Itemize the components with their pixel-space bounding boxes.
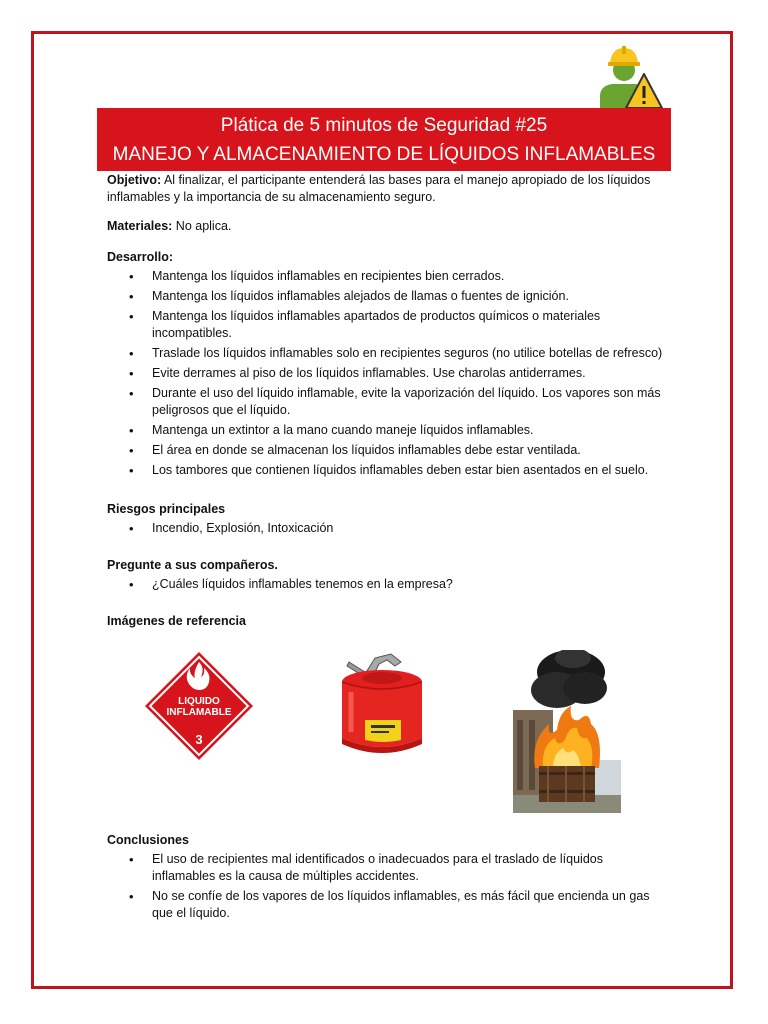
fire-drum xyxy=(513,650,621,813)
risks-list xyxy=(107,520,667,537)
development-title: Desarrollo: xyxy=(107,250,173,264)
list-item: • Incendio, Explosión, Intoxicación xyxy=(107,520,667,537)
reference-images xyxy=(107,650,667,815)
materials-label: Materiales: xyxy=(107,219,173,233)
development-list xyxy=(107,268,667,479)
list-item: • Mantenga un extintor a la mano cuando maneje líquidos inflamables. xyxy=(107,422,667,439)
diamond-label-2: INFLAMABLE xyxy=(166,707,232,718)
list-item: • Traslade los líquidos inflamables solo en recipientes seguros (no utilice botellas de refresco) xyxy=(107,345,667,362)
list-item: • No se confíe de los vapores de los líquidos inflamables, es más fácil que encienda un gas que el líquido. xyxy=(107,888,667,922)
ask-title: Pregunte a sus compañeros. xyxy=(107,558,278,572)
list-item: • Evite derrames al piso de los líquidos inflamables. Use charolas antiderrames. xyxy=(107,365,667,382)
banner-subtitle: MANEJO Y ALMACENAMIENTO DE LÍQUIDOS INFLAMABLES xyxy=(112,144,656,165)
safety-can xyxy=(335,652,429,758)
risks-title: Riesgos principales xyxy=(107,502,226,516)
title-banner xyxy=(97,108,671,171)
document-body xyxy=(107,172,667,632)
conclusions-section xyxy=(107,832,667,925)
objective-label: Objetivo: xyxy=(107,173,162,187)
list-item: • Mantenga los líquidos inflamables apartados de productos químicos o materiales incompatibles. xyxy=(107,308,667,342)
list-item: • El área en donde se almacenan los líquidos inflamables debe estar ventilada. xyxy=(107,442,667,459)
list-item: • Mantenga los líquidos inflamables en recipientes bien cerrados. xyxy=(107,268,667,285)
objective-text: Al finalizar, el participante entenderá las bases para el manejo apropiado de los líquidos inflamables y la importancia de su almacenamiento seguro. xyxy=(107,173,651,204)
list-item: • Los tambores que contienen líquidos inflamables deben estar bien asentados en el suelo. xyxy=(107,462,667,479)
conclusions-list xyxy=(107,851,667,922)
images-title: Imágenes de referencia xyxy=(107,614,246,628)
banner-title: Plática de 5 minutos de Seguridad #25 xyxy=(220,115,548,136)
objective-paragraph xyxy=(107,172,667,206)
flammable-diamond xyxy=(143,650,255,762)
materials-paragraph xyxy=(107,218,667,235)
diamond-label-1: LIQUIDO xyxy=(178,696,220,707)
list-item: • El uso de recipientes mal identificados o inadecuados para el traslado de líquidos inflamables es la causa de múltiples accidentes. xyxy=(107,851,667,885)
ask-list xyxy=(107,576,667,593)
diamond-number: 3 xyxy=(195,732,203,747)
list-item: • Mantenga los líquidos inflamables alejados de llamas o fuentes de ignición. xyxy=(107,288,667,305)
materials-text: No aplica. xyxy=(172,219,232,233)
worker-warning-icon xyxy=(596,42,664,110)
list-item: • Durante el uso del líquido inflamable, evite la vaporización del líquido. Los vapores son más peligrosos que el líquido. xyxy=(107,385,667,419)
list-item: • ¿Cuáles líquidos inflamables tenemos en la empresa? xyxy=(107,576,667,593)
conclusions-title: Conclusiones xyxy=(107,833,189,847)
